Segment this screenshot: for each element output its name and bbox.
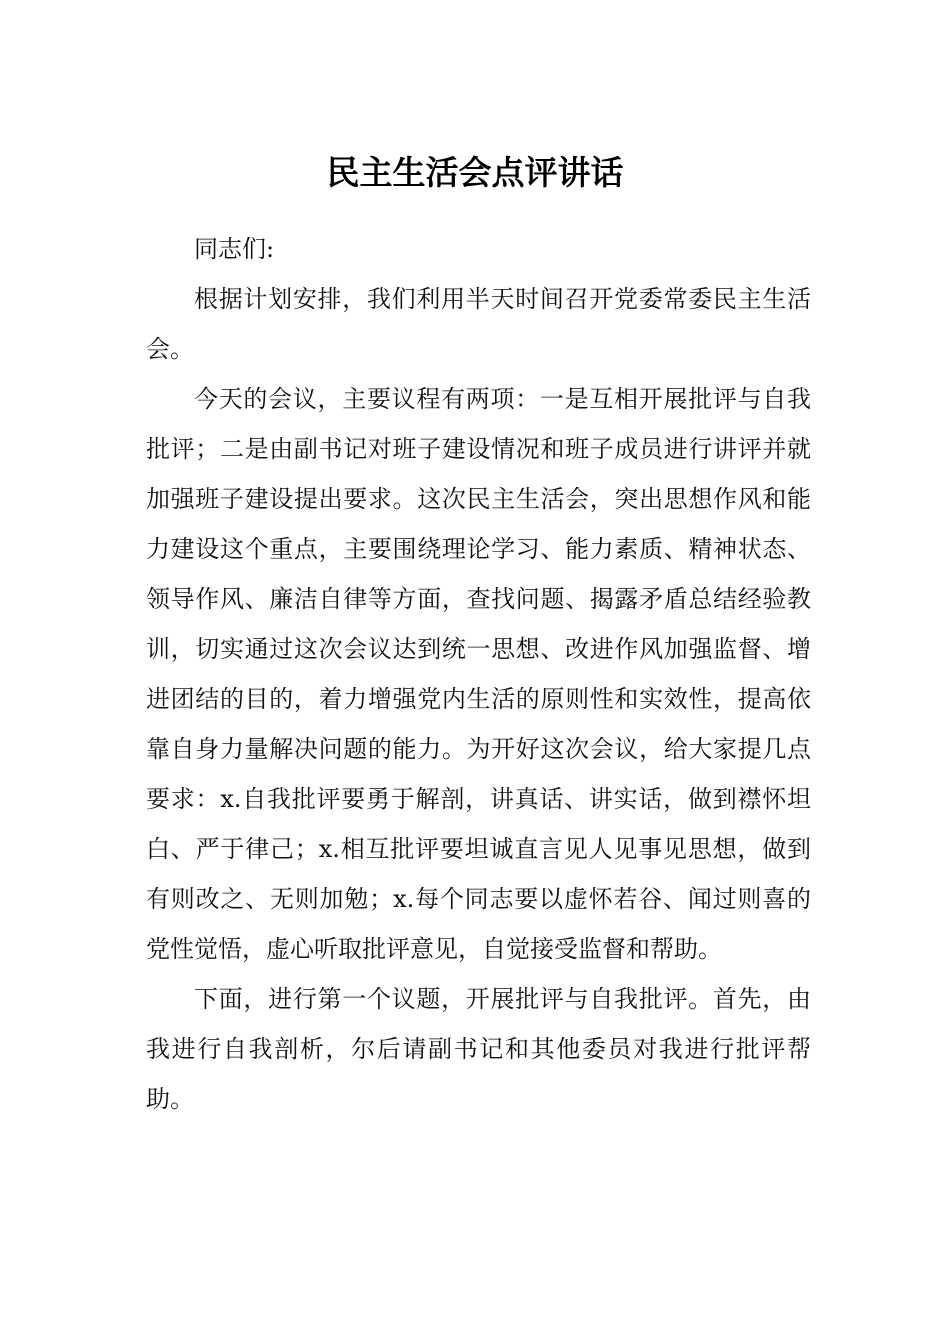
paragraph-3: 下面，进行第一个议题，开展批评与自我批评。首先，由我进行自我剖析，尔后请副书记和其他委员对我进行批评帮助。 bbox=[146, 985, 811, 1113]
paragraph-2: 今天的会议，主要议程有两项：一是互相开展批评与自我批评；二是由副书记对班子建设情况和班子成员进行讲评并就加强班子建设提出要求。这次民主生活会，突出思想作风和能力建设这个重点，主要围绕理论学习、能力素质、精神状态、领导作风、廉洁自律等方面，查找问题、揭露矛盾总结经验教训，切实通过这次会议达到统一思想、改进作风加强监督、增进团结的目的，着力增强党内生活的原则性和实效性，提高依靠自身力量解决问题的能力。为开好这次会议，给大家提几点要求：x.自我批评要勇于解剖，讲真话、讲实话，做到襟怀坦白、严于律己；x.相互批评要坦诚直言见人见事见思想，做到有则改之、无则加勉；x.每个同志要以虚怀若谷、闻过则喜的党性觉悟，虚心听取批评意见，自觉接受监督和帮助。 bbox=[146, 385, 811, 963]
document-body bbox=[146, 224, 811, 1124]
document-title: 民主生活会点评讲话 bbox=[326, 153, 624, 192]
paragraph-1: 根据计划安排，我们利用半天时间召开党委常委民主生活会。 bbox=[146, 285, 811, 363]
salutation: 同志们: bbox=[194, 235, 275, 263]
